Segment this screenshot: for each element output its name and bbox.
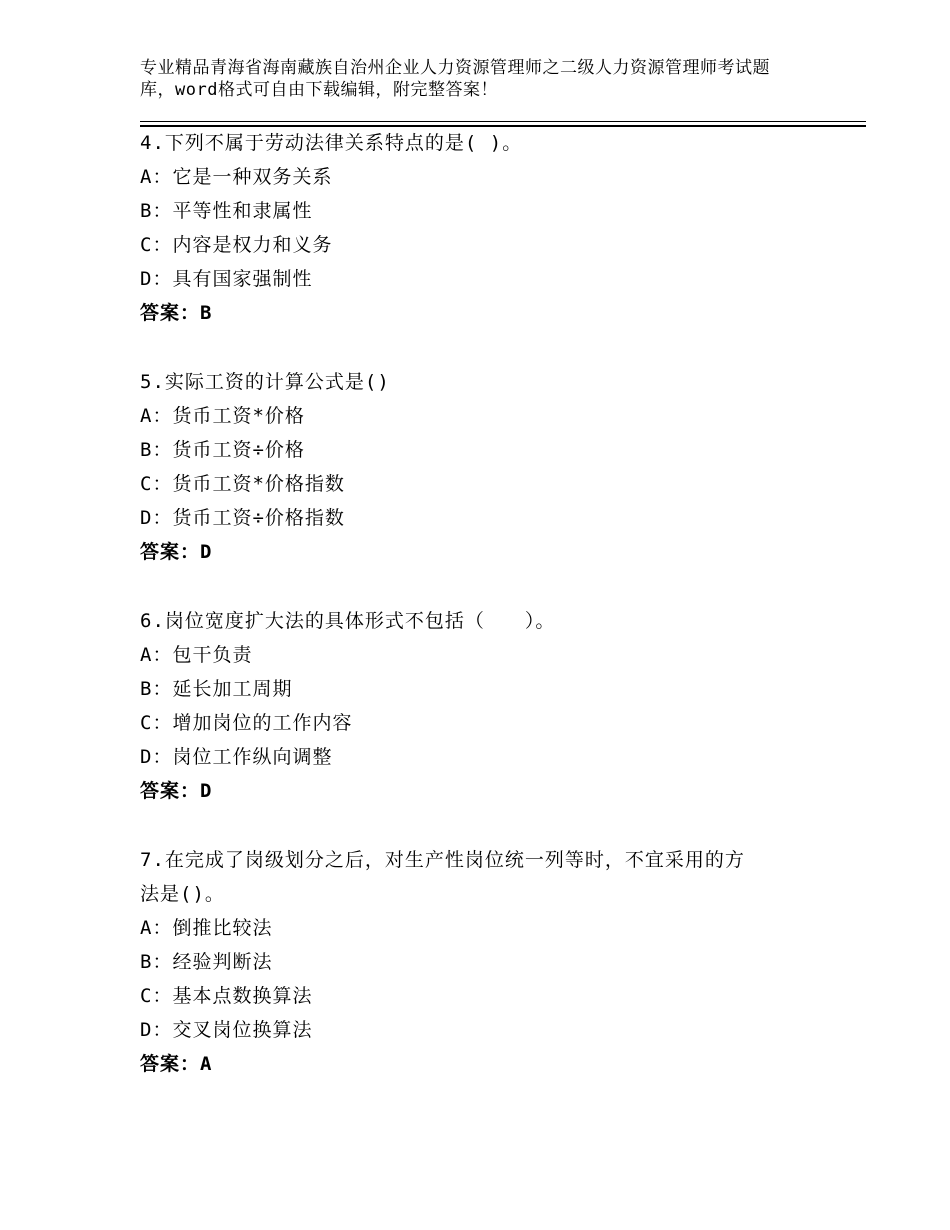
question-5 — [140, 365, 840, 569]
option-a: A：货币工资*价格 — [140, 405, 305, 427]
option-d: D：具有国家强制性 — [140, 268, 313, 290]
option-c: C：基本点数换算法 — [140, 985, 313, 1007]
question-6 — [140, 604, 840, 808]
question-7 — [140, 843, 840, 1081]
answer: 答案：D — [140, 541, 213, 563]
option-d: D：货币工资÷价格指数 — [140, 507, 345, 529]
answer: 答案：D — [140, 780, 213, 802]
question-stem: 5.实际工资的计算公式是() — [140, 371, 390, 393]
header-divider-thin — [140, 121, 866, 122]
option-d: D：交叉岗位换算法 — [140, 1019, 313, 1041]
option-c: C：内容是权力和义务 — [140, 234, 333, 256]
question-stem: 7.在完成了岗级划分之后，对生产性岗位统一列等时，不宜采用的方 — [140, 849, 745, 871]
header-line-2: 库，word格式可自由下载编辑，附完整答案！ — [140, 80, 498, 100]
option-c: C：货币工资*价格指数 — [140, 473, 345, 495]
option-b: B：平等性和隶属性 — [140, 200, 313, 222]
option-b: B：经验判断法 — [140, 951, 273, 973]
option-b: B：延长加工周期 — [140, 678, 293, 700]
question-stem-continued: 法是()。 — [140, 883, 225, 905]
option-a: A：倒推比较法 — [140, 917, 273, 939]
document-header — [140, 57, 840, 101]
question-stem: 4.下列不属于劳动法律关系特点的是( )。 — [140, 132, 523, 154]
option-d: D：岗位工作纵向调整 — [140, 746, 333, 768]
header-line-1: 专业精品青海省海南藏族自治州企业人力资源管理师之二级人力资源管理师考试题 — [140, 58, 770, 78]
option-c: C：增加岗位的工作内容 — [140, 712, 353, 734]
answer: 答案：A — [140, 1053, 213, 1075]
answer: 答案：B — [140, 302, 213, 324]
question-4 — [140, 126, 840, 330]
option-a: A：包干负责 — [140, 644, 253, 666]
question-stem: 6.岗位宽度扩大法的具体形式不包括（ ）。 — [140, 610, 556, 632]
option-a: A：它是一种双务关系 — [140, 166, 333, 188]
option-b: B：货币工资÷价格 — [140, 439, 305, 461]
